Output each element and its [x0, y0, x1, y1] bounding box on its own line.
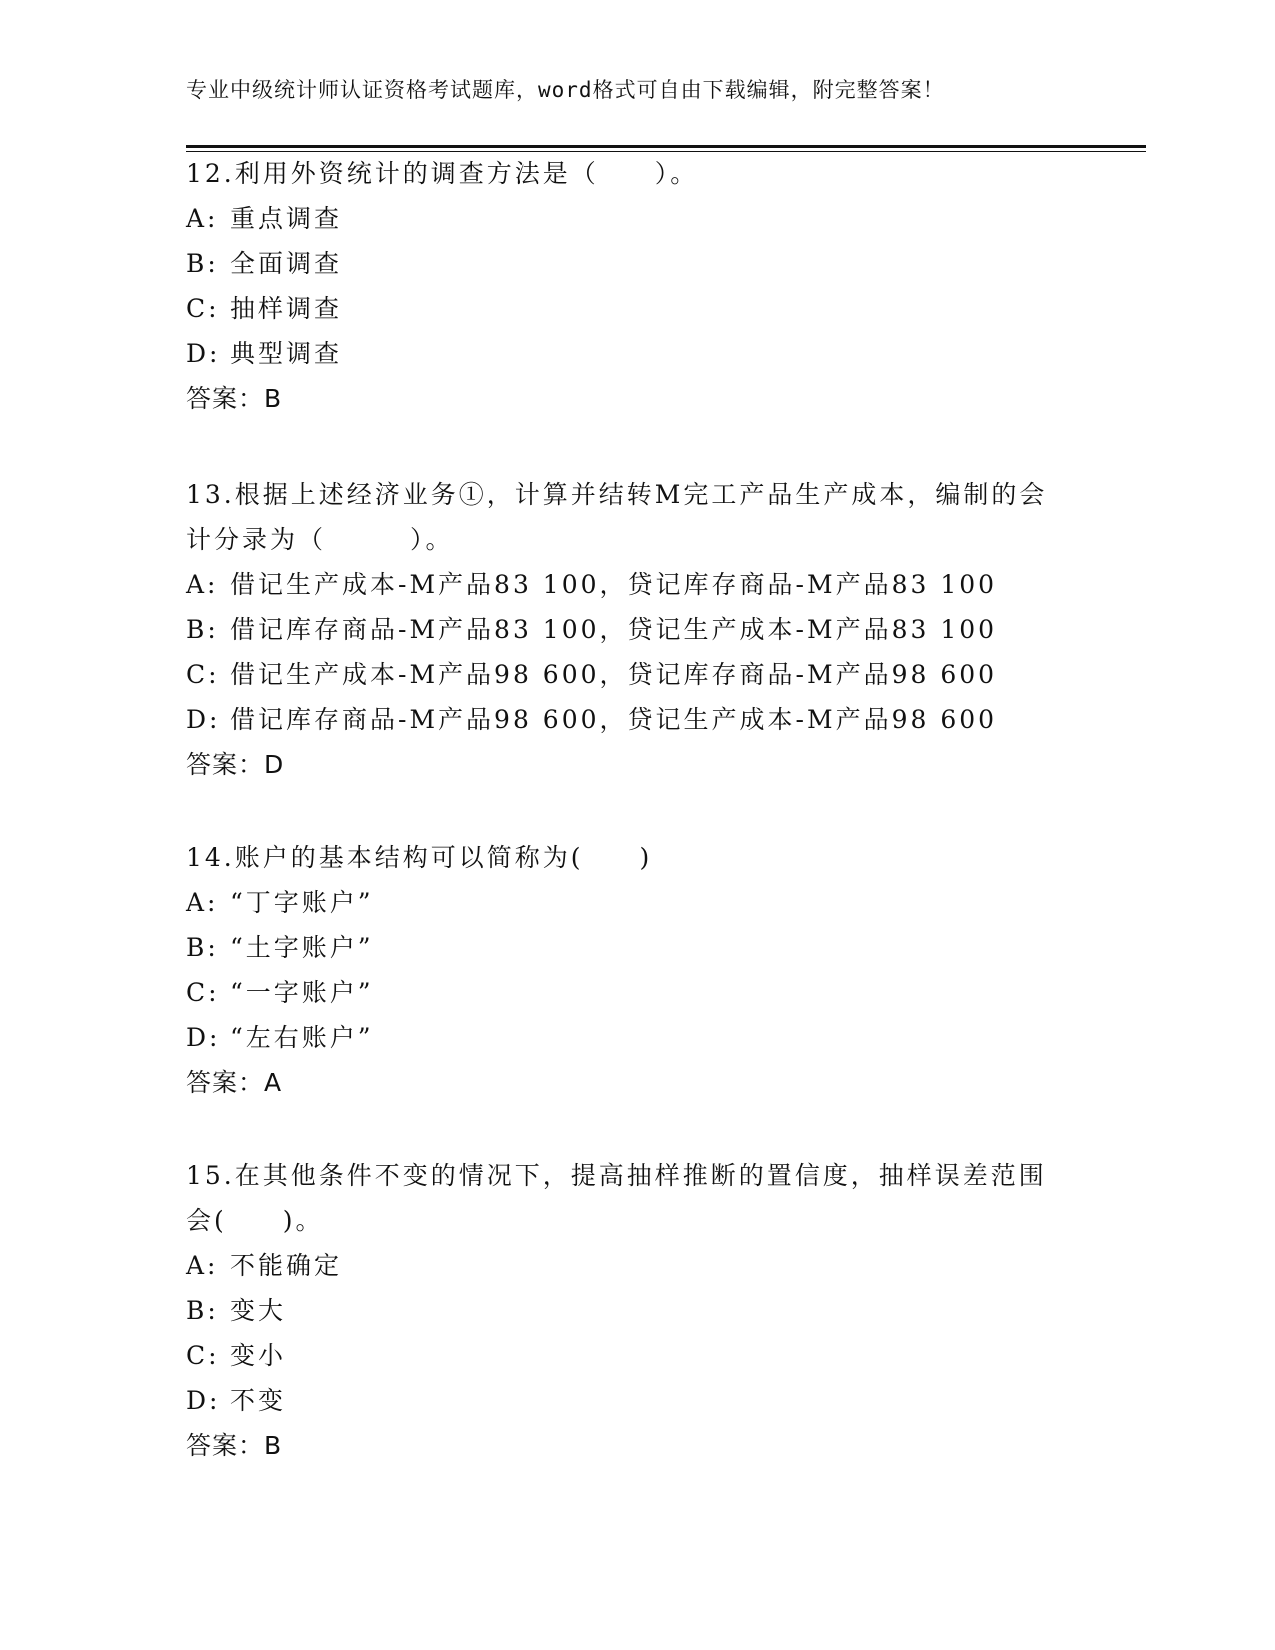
option-text: 借记库存商品-M产品98 600，贷记生产成本-M产品98 600	[230, 705, 998, 734]
option-text: 抽样调查	[230, 294, 343, 323]
option-text: “丁字账户”	[230, 888, 374, 917]
question-13	[186, 472, 1066, 787]
option-a	[186, 1243, 1066, 1288]
option-d	[186, 1015, 1066, 1060]
option-label: C:	[186, 1341, 220, 1370]
option-label: B:	[186, 1296, 219, 1325]
answer: 答案：A	[186, 1068, 283, 1097]
answer: 答案：D	[186, 750, 285, 779]
option-text: 典型调查	[230, 339, 343, 368]
option-label: C:	[186, 978, 220, 1007]
option-b	[186, 1288, 1066, 1333]
question-stem-line-2: 计分录为（ ）。	[186, 525, 454, 554]
option-b	[186, 925, 1066, 970]
question-stem-line-1: 15.在其他条件不变的情况下，提高抽样推断的置信度，抽样误差范围	[186, 1161, 1047, 1190]
question-12	[186, 151, 1066, 421]
question-stem-line-2: 会( )。	[186, 1206, 324, 1235]
option-d	[186, 331, 1066, 376]
option-c	[186, 1333, 1066, 1378]
question-stem: 12.利用外资统计的调查方法是（ ）。	[186, 159, 699, 188]
question-15	[186, 1153, 1066, 1468]
option-a	[186, 880, 1066, 925]
option-text: “一字账户”	[230, 978, 374, 1007]
option-text: 变小	[230, 1341, 287, 1370]
option-c	[186, 652, 1066, 697]
option-c	[186, 970, 1066, 1015]
option-a	[186, 196, 1066, 241]
option-label: A:	[186, 1251, 219, 1280]
option-label: C:	[186, 294, 220, 323]
option-text: 全面调查	[230, 249, 343, 278]
option-label: D:	[186, 339, 221, 368]
option-label: A:	[186, 204, 219, 233]
option-label: D:	[186, 1386, 221, 1415]
question-14	[186, 835, 1066, 1105]
header-divider-thick	[186, 145, 1146, 148]
option-label: C:	[186, 660, 220, 689]
option-text: “左右账户”	[230, 1023, 374, 1052]
option-label: B:	[186, 249, 219, 278]
question-stem: 14.账户的基本结构可以简称为( )	[186, 843, 653, 872]
question-stem-line-1: 13.根据上述经济业务①，计算并结转M完工产品生产成本，编制的会	[186, 480, 1048, 509]
option-label: D:	[186, 1023, 221, 1052]
option-label: B:	[186, 933, 219, 962]
option-text: 借记生产成本-M产品83 100，贷记库存商品-M产品83 100	[230, 570, 998, 599]
option-label: A:	[186, 570, 219, 599]
option-d	[186, 697, 1066, 742]
option-text: 不变	[230, 1386, 287, 1415]
option-d	[186, 1378, 1066, 1423]
option-text: 不能确定	[230, 1251, 343, 1280]
option-text: 借记生产成本-M产品98 600，贷记库存商品-M产品98 600	[230, 660, 998, 689]
answer: 答案：B	[186, 1431, 283, 1460]
option-text: 借记库存商品-M产品83 100，贷记生产成本-M产品83 100	[230, 615, 998, 644]
option-label: B:	[186, 615, 219, 644]
option-a	[186, 562, 1066, 607]
option-text: 重点调查	[230, 204, 343, 233]
option-text: “土字账户”	[230, 933, 374, 962]
option-b	[186, 241, 1066, 286]
option-text: 变大	[230, 1296, 287, 1325]
page-header: 专业中级统计师认证资格考试题库，word格式可自由下载编辑，附完整答案！	[186, 78, 945, 102]
option-label: D:	[186, 705, 221, 734]
option-b	[186, 607, 1066, 652]
option-label: A:	[186, 888, 219, 917]
option-c	[186, 286, 1066, 331]
answer: 答案：B	[186, 384, 283, 413]
